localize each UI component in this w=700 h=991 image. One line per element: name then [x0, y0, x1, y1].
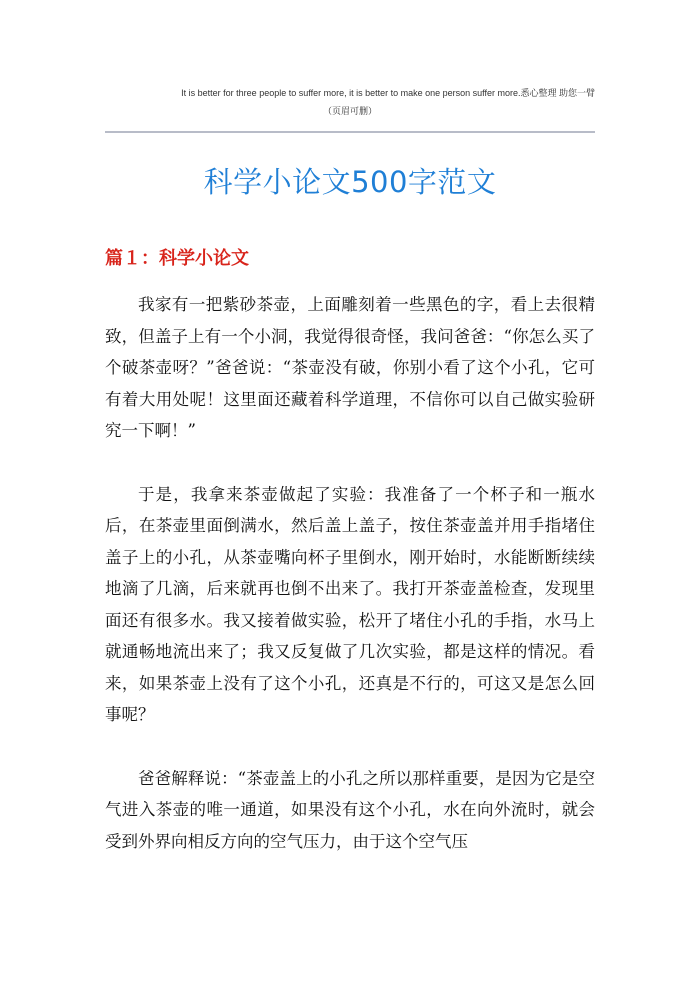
page-header-motto: It is better for three people to suffer more, it is better to make one person suffer more.悉心整理 助您一臂 — [181, 88, 595, 98]
body-text — [105, 289, 595, 889]
paragraph-3: 爸爸解释说：“茶壶盖上的小孔之所以那样重要，是因为它是空气进入茶壶的唯一通道，如果没有这个小孔，水在向外流时，就会受到外界向相反方向的空气压力，由于这个空气压 — [105, 768, 595, 851]
section-heading: 篇１：科学小论文 — [105, 248, 249, 269]
header-divider — [105, 131, 595, 133]
paragraph-2: 于是，我拿来茶壶做起了实验：我准备了一个杯子和一瓶水后，在茶壶里面倒满水，然后盖上盖子，按住茶壶盖并用手指堵住盖子上的小孔，从茶壶嘴向杯子里倒水，刚开始时，水能断断续续地滴了几滴，后来就再也倒不出来了。我打开茶壶盖检查，发现里面还有很多水。我又接着做实验，松开了堵住小孔的手指，水马上就通畅地流出来了；我又反复做了几次实验，都是这样的情况。看来，如果茶壶上没有了这个小孔，还真是不行的，可这又是怎么回事呢？ — [105, 484, 595, 724]
page-header-note: （页眉可删） — [322, 107, 377, 117]
paragraph-1: 我家有一把紫砂茶壶，上面雕刻着一些黑色的字，看上去很精致，但盖子上有一个小洞，我觉得很奇怪，我问爸爸：“你怎么买了个破茶壶呀？”爸爸说：“茶壶没有破，你别小看了这个小孔，它可有着大用处呢！这里面还藏着科学道理，不信你可以自己做实验研究一下啊！” — [105, 295, 595, 440]
document-title: 科学小论文500字范文 — [203, 165, 497, 199]
